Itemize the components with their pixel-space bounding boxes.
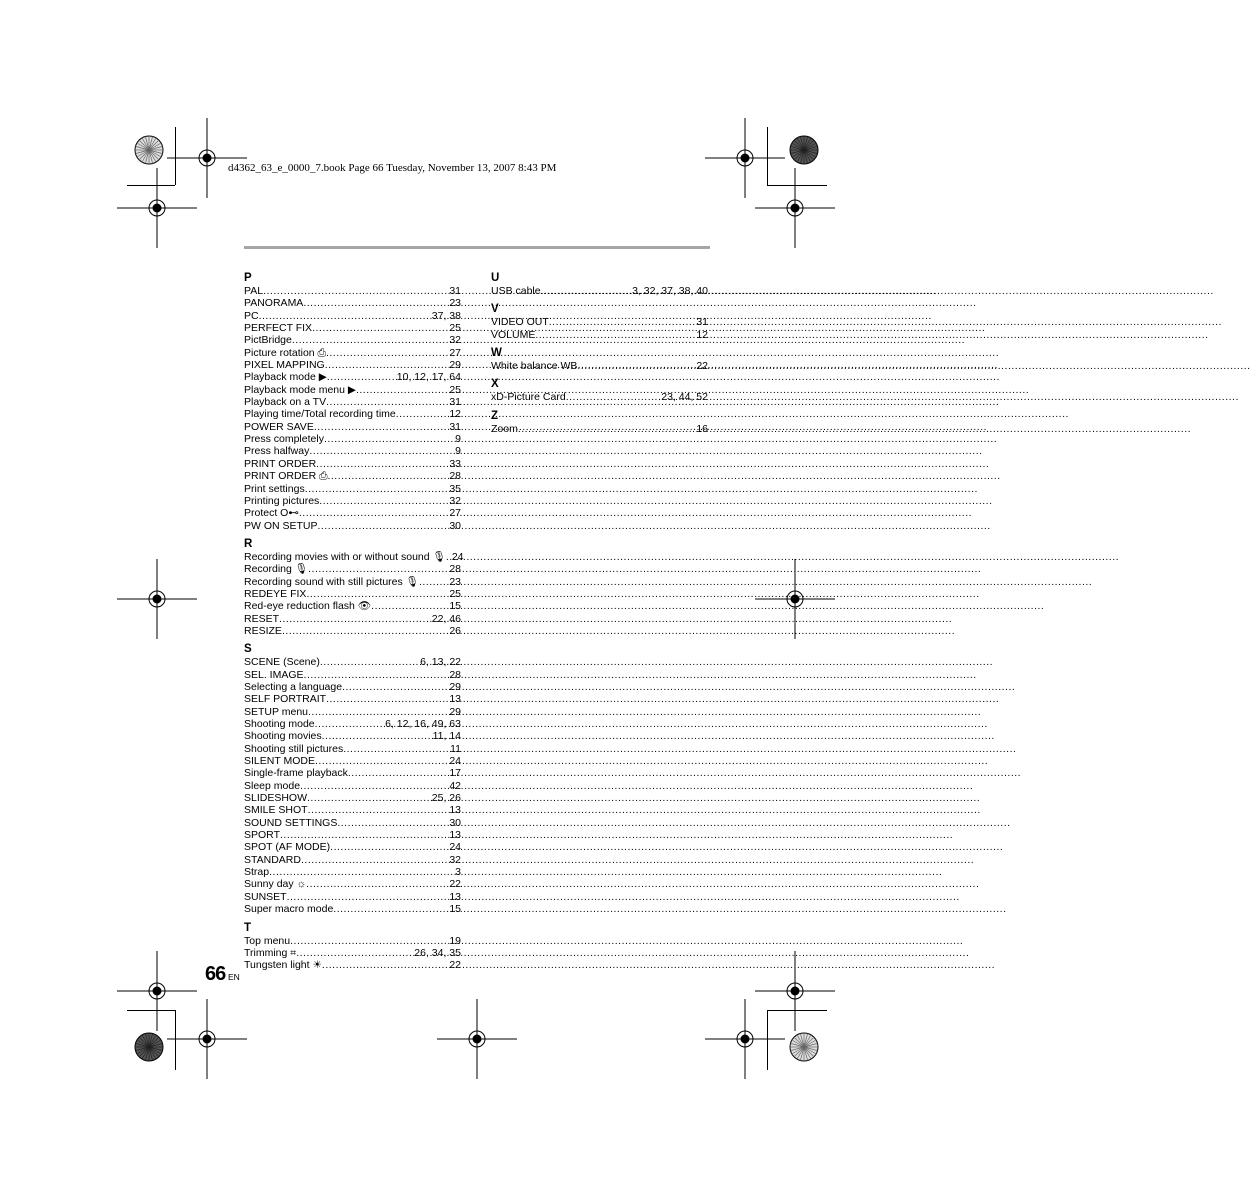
entry-term: RESET (244, 612, 280, 625)
leader-dots (309, 445, 453, 457)
index-entry (244, 780, 461, 792)
index-section-w (491, 346, 708, 372)
entry-pages: 12 (696, 328, 708, 341)
registration-mark-icon (437, 999, 517, 1079)
index-entry (244, 841, 461, 853)
index-entry (244, 625, 461, 637)
index-entry (244, 359, 461, 371)
index-section-r (244, 537, 464, 637)
index-entry (244, 613, 461, 625)
leader-dots (566, 391, 660, 403)
entry-pages: 9 (455, 433, 461, 446)
index-section-u (491, 271, 708, 297)
entry-pages: 6, 12, 16, 49, 63 (385, 718, 461, 730)
section-letter: R (244, 537, 253, 550)
index-entry (244, 792, 461, 804)
entry-pages: 25 (449, 587, 461, 600)
leader-dots (535, 329, 694, 341)
index-entry (244, 588, 461, 600)
entry-pages: 24 (451, 550, 464, 563)
entry-term: SCENE (Scene) (244, 656, 320, 669)
crop-line (767, 1010, 768, 1070)
entry-pages: 42 (449, 779, 461, 792)
entry-pages: 31 (696, 316, 708, 329)
index-entry (244, 767, 461, 779)
index-entry (244, 483, 461, 495)
index-entry (244, 384, 461, 396)
crop-line (767, 1010, 827, 1011)
entry-term: Recording 🎙 (244, 563, 309, 576)
index-entry (244, 866, 461, 878)
leader-dots (282, 625, 447, 637)
entry-term: Print settings (244, 482, 305, 495)
entry-term: PRINT ORDER ⎙ (244, 470, 328, 483)
registration-mark-icon (117, 559, 197, 639)
entry-pages: 33 (449, 457, 461, 470)
index-entry (244, 470, 461, 482)
index-entry (244, 445, 461, 457)
entry-term: Sunny day ☼ (244, 878, 307, 891)
color-target-icon (789, 1032, 819, 1062)
entry-pages: 3 (455, 866, 461, 879)
entry-term: PictBridge (244, 334, 292, 347)
entry-pages: 31 (449, 396, 461, 409)
leader-dots (314, 421, 447, 433)
leader-dots (319, 495, 447, 507)
entry-term: Press halfway (244, 445, 310, 458)
entry-term: Super macro mode (244, 903, 334, 916)
entry-pages: 29 (449, 680, 461, 693)
entry-term: PAL (244, 285, 264, 297)
leader-dots (303, 297, 447, 309)
entry-term: SLIDESHOW (244, 792, 308, 805)
leader-dots (337, 817, 447, 829)
index-entry (244, 408, 461, 420)
entry-term: SPORT (244, 829, 280, 842)
entry-term: PIXEL MAPPING (244, 359, 325, 372)
entry-term: RESIZE (244, 624, 282, 637)
index-entry (244, 817, 461, 829)
entry-term: SILENT MODE (244, 755, 315, 768)
entry-term: REDEYE FIX (244, 587, 307, 600)
leader-dots (304, 669, 448, 681)
index-section-v (491, 302, 708, 341)
section-letter: U (491, 272, 500, 284)
index-entry (491, 285, 708, 297)
index-entry (244, 563, 461, 575)
index-entry (244, 322, 461, 334)
entry-pages: 9 (455, 445, 461, 458)
entry-pages: 26 (449, 624, 461, 637)
leader-dots (343, 743, 448, 755)
index-column-right (491, 271, 708, 440)
section-letter: S (244, 643, 252, 656)
entry-term: Playing time/Total recording time (244, 408, 396, 421)
leader-dots (307, 792, 430, 804)
leader-dots (322, 730, 431, 742)
entry-pages: 19 (449, 934, 461, 947)
entry-pages: 31 (449, 285, 461, 297)
section-letter: P (244, 272, 252, 284)
entry-term: PW ON SETUP (244, 519, 318, 532)
leader-dots (356, 384, 447, 396)
leader-dots (325, 359, 448, 371)
entry-term: xD-Picture Card (491, 391, 566, 404)
registration-mark-icon (705, 999, 785, 1079)
section-letter: T (244, 921, 252, 934)
entry-pages: 28 (449, 470, 461, 483)
entry-pages: 29 (449, 359, 461, 372)
leader-dots (296, 947, 412, 959)
entry-pages: 22 (449, 959, 461, 972)
index-entry (244, 878, 461, 890)
leader-dots (541, 285, 630, 297)
leader-dots (316, 458, 447, 470)
entry-term: Trimming ⌗ (244, 946, 297, 959)
index-entry (244, 334, 461, 346)
entry-term: PRINT ORDER (244, 457, 317, 470)
entry-term: USB cable (491, 285, 541, 297)
entry-term: PANORAMA (244, 297, 304, 310)
index-entry (244, 458, 461, 470)
index-entry (244, 947, 461, 959)
entry-pages: 22 (449, 878, 461, 891)
index-entry (491, 423, 708, 435)
page-number: 66 (205, 963, 226, 985)
entry-pages: 13 (449, 804, 461, 817)
entry-term: SOUND SETTINGS (244, 816, 338, 829)
leader-dots (577, 360, 694, 372)
entry-pages: 15 (449, 600, 461, 613)
entry-term: Recording movies with or without sound 🎙 (244, 550, 446, 563)
entry-term: White balance WB (491, 360, 578, 373)
entry-pages: 29 (449, 705, 461, 718)
print-header: d4362_63_e_0000_7.book Page 66 Tuesday, November 13, 2007 8:43 PM (228, 162, 557, 174)
entry-pages: 24 (449, 841, 461, 854)
entry-term: Top menu (244, 934, 291, 947)
leader-dots (315, 718, 383, 730)
entry-term: SUNSET (244, 890, 287, 903)
entry-pages: 25 (449, 383, 461, 396)
entry-pages: 15 (449, 903, 461, 916)
entry-pages: 11, 14 (432, 730, 461, 743)
crop-line (767, 185, 827, 186)
index-section-z (491, 409, 708, 435)
index-section-t (244, 921, 461, 972)
index-entry (491, 329, 708, 341)
leader-dots (263, 285, 447, 297)
entry-pages: 13 (449, 829, 461, 842)
leader-dots (305, 483, 448, 495)
entry-term: Playback on a TV (244, 396, 327, 409)
entry-pages: 32 (449, 494, 461, 507)
entry-pages: 27 (449, 507, 461, 520)
leader-dots (326, 396, 447, 408)
crop-line (767, 127, 768, 185)
entry-pages: 12 (449, 408, 461, 421)
entry-term: SETUP menu (244, 705, 308, 718)
leader-dots (290, 935, 447, 947)
leader-dots (326, 347, 447, 359)
leader-dots (330, 841, 447, 853)
leader-dots (315, 755, 447, 767)
entry-term: SELF PORTRAIT (244, 693, 327, 706)
index-entry (244, 706, 461, 718)
leader-dots (269, 866, 453, 878)
leader-dots (292, 334, 447, 346)
color-target-icon (134, 135, 164, 165)
entry-pages: 30 (449, 816, 461, 829)
entry-pages: 28 (449, 563, 461, 576)
entry-term: Protect O⊷ (244, 507, 299, 520)
index-entry (491, 360, 708, 372)
entry-term: Recording sound with still pictures 🎙 (244, 575, 419, 588)
entry-pages: 17 (449, 767, 461, 780)
header-rule (244, 246, 710, 249)
index-section-x (491, 377, 708, 403)
index-entry (244, 656, 461, 668)
leader-dots (333, 903, 447, 915)
entry-pages: 3, 32, 37, 38, 40 (632, 285, 708, 297)
leader-dots (287, 891, 448, 903)
entry-term: Red-eye reduction flash 👁 (244, 600, 372, 613)
index-entry (244, 495, 461, 507)
entry-pages: 25, 26 (431, 792, 461, 805)
index-column-left (244, 271, 464, 977)
index-entry (244, 396, 461, 408)
entry-term: Selecting a language (244, 680, 343, 693)
leader-dots (300, 780, 447, 792)
leader-dots (308, 706, 447, 718)
entry-term: Press completely (244, 433, 324, 446)
entry-term: Printing pictures (244, 494, 320, 507)
registration-mark-icon (755, 559, 835, 639)
index-entry (244, 371, 461, 383)
leader-dots (308, 804, 448, 816)
index-entry (244, 935, 461, 947)
registration-mark-icon (117, 168, 197, 248)
leader-dots (279, 613, 430, 625)
entry-pages: 30 (449, 519, 461, 532)
leader-dots (312, 322, 447, 334)
index-entry (244, 600, 461, 612)
index-entry (244, 959, 461, 971)
index-entry (244, 433, 461, 445)
entry-pages: 23, 44, 52 (661, 391, 708, 404)
section-letter: X (491, 378, 499, 391)
entry-pages: 25 (449, 322, 461, 335)
entry-pages: 16 (696, 422, 708, 435)
index-entry (244, 804, 461, 816)
leader-dots (299, 507, 447, 519)
index-entry (244, 891, 461, 903)
index-entry (244, 743, 461, 755)
index-entry (244, 755, 461, 767)
index-section-s (244, 642, 461, 915)
index-entry (244, 903, 461, 915)
leader-dots (324, 433, 453, 445)
entry-pages: 22 (696, 360, 708, 373)
leader-dots (308, 563, 447, 575)
index-entry (244, 507, 461, 519)
entry-term: PERFECT FIX (244, 322, 313, 335)
entry-term: SPOT (AF MODE) (244, 841, 331, 854)
index-entry (244, 297, 461, 309)
entry-term: Zoom (491, 422, 518, 435)
index-entry (244, 669, 461, 681)
leader-dots (259, 310, 430, 322)
entry-term: Shooting still pictures (244, 742, 344, 755)
entry-pages: 10, 12, 17, 64 (396, 371, 461, 384)
entry-pages: 24 (449, 755, 461, 768)
index-entry (491, 316, 708, 328)
crop-line (127, 185, 175, 186)
leader-dots (327, 470, 447, 482)
entry-pages: 26, 34, 35 (414, 946, 461, 959)
crop-line (175, 127, 176, 185)
entry-term: Sleep mode (244, 779, 301, 792)
entry-term: Single-frame playback (244, 767, 348, 780)
index-entry (244, 310, 461, 322)
index-section-p (244, 271, 461, 532)
leader-dots (301, 854, 447, 866)
section-letter: W (491, 347, 502, 360)
leader-dots (419, 576, 447, 588)
entry-term: Strap (244, 866, 270, 879)
entry-pages: 11 (450, 742, 461, 755)
entry-pages: 22, 46 (431, 612, 461, 625)
leader-dots (326, 693, 447, 705)
index-entry (244, 854, 461, 866)
entry-term: Playback mode ▶ (244, 371, 327, 384)
entry-pages: 37, 38 (431, 309, 461, 322)
index-entry (244, 285, 461, 297)
entry-pages: 31 (449, 420, 461, 433)
leader-dots (342, 681, 447, 693)
color-target-icon (789, 135, 819, 165)
entry-term: Picture rotation ⎙ (244, 346, 326, 359)
entry-pages: 32 (449, 853, 461, 866)
crop-line (127, 1010, 175, 1011)
leader-dots (327, 371, 395, 383)
entry-term: POWER SAVE (244, 420, 314, 433)
registration-mark-icon (167, 999, 247, 1079)
index-entry (244, 520, 461, 532)
index-entry (244, 718, 461, 730)
index-entry (244, 693, 461, 705)
leader-dots (280, 829, 447, 841)
leader-dots (348, 767, 447, 779)
index-entry (244, 576, 461, 588)
entry-pages: 13 (449, 890, 461, 903)
entry-pages: 27 (449, 346, 461, 359)
index-entry (244, 550, 464, 563)
section-letter: Z (491, 409, 499, 422)
index-entry (244, 730, 461, 742)
entry-term: SEL. IMAGE (244, 668, 304, 681)
entry-term: Shooting mode (244, 718, 315, 730)
crop-line (175, 1010, 176, 1070)
entry-term: STANDARD (244, 853, 301, 866)
entry-pages: 23 (449, 297, 461, 310)
entry-pages: 28 (449, 668, 461, 681)
index-entry (244, 347, 461, 359)
entry-term: Shooting movies (244, 730, 322, 743)
entry-term: Playback mode menu ▶ (244, 383, 356, 396)
leader-dots (306, 878, 447, 890)
entry-pages: 6, 13, 22 (420, 656, 461, 669)
entry-term: VOLUME (491, 328, 536, 341)
entry-term: SMILE SHOT (244, 804, 308, 817)
leader-dots (306, 588, 447, 600)
section-letter: V (491, 303, 499, 316)
index-entry (491, 391, 708, 403)
leader-dots (371, 600, 447, 612)
leader-dots (518, 423, 694, 435)
entry-term: PC (244, 309, 259, 322)
index-entry (244, 681, 461, 693)
leader-dots (322, 959, 447, 971)
color-target-icon (134, 1032, 164, 1062)
entry-pages: 23 (449, 575, 461, 588)
entry-pages: 32 (449, 334, 461, 347)
entry-pages: 35 (449, 482, 461, 495)
index-entry (244, 421, 461, 433)
leader-dots (320, 656, 418, 668)
language-code: EN (228, 972, 240, 982)
entry-term: Tungsten light ☀ (244, 959, 322, 972)
leader-dots (549, 316, 695, 328)
leader-dots (396, 408, 448, 420)
leader-dots (318, 520, 448, 532)
entry-term: VIDEO OUT (491, 316, 549, 329)
index-entry (244, 829, 461, 841)
entry-pages: 13 (449, 693, 461, 706)
